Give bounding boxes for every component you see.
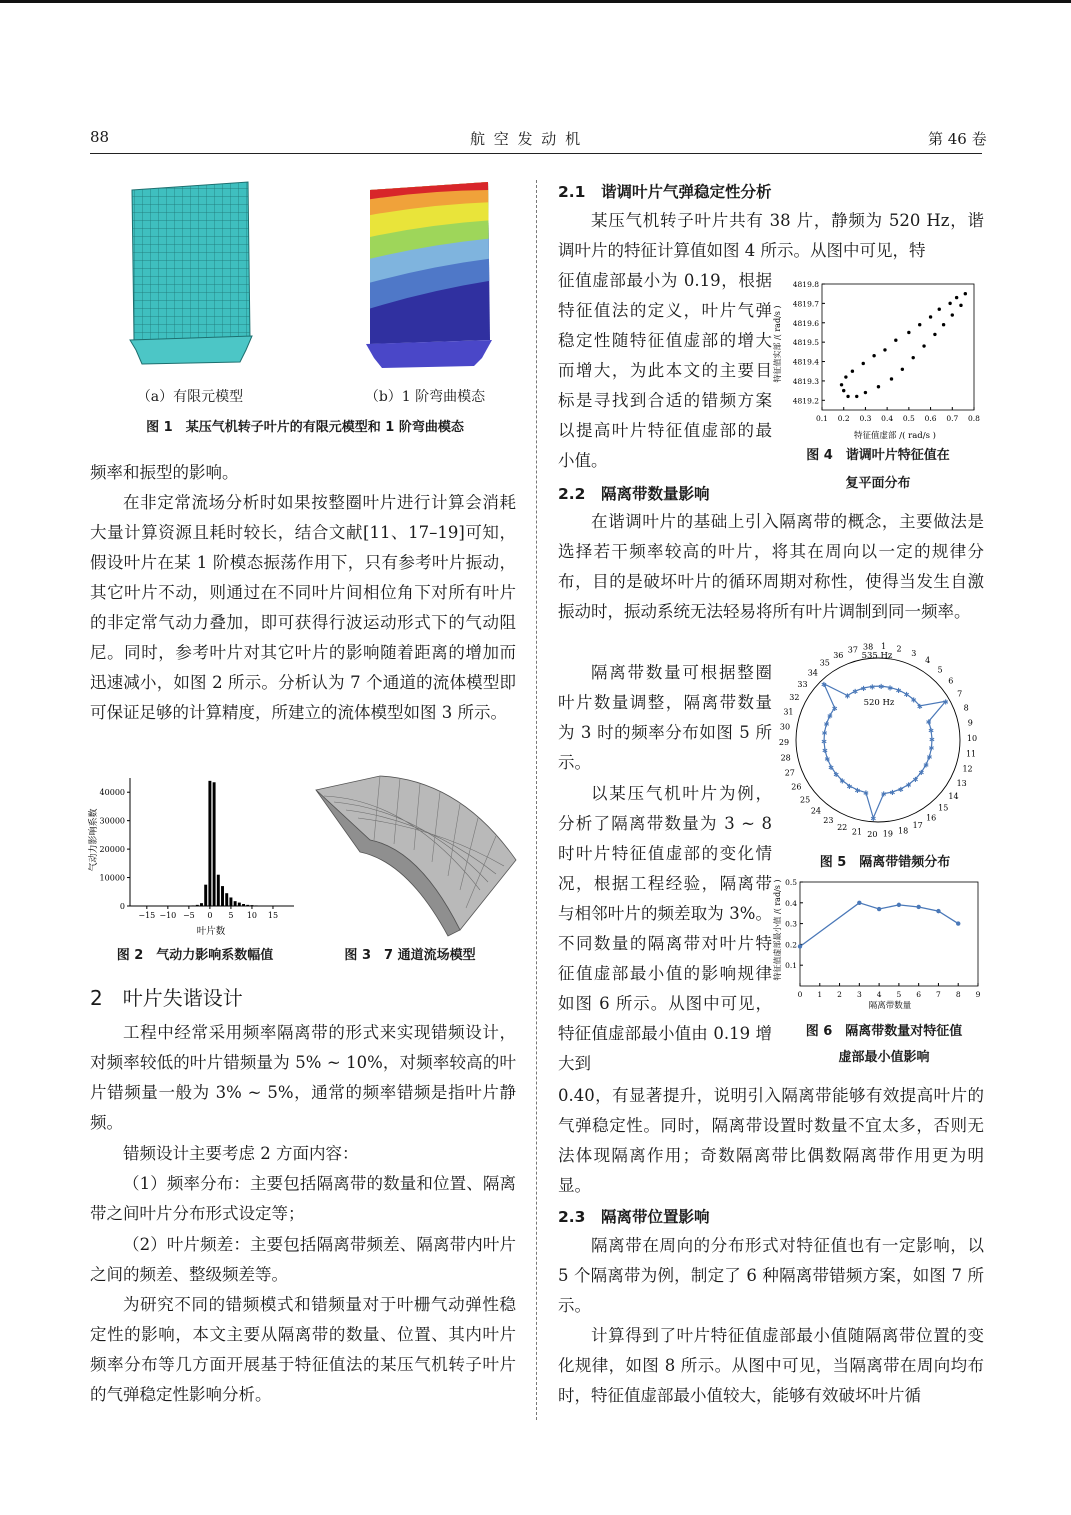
scatter-point xyxy=(890,377,893,380)
fig5-caption: 图 5 隔离带错频分布 xyxy=(819,855,951,870)
blade-label: 22 xyxy=(837,822,848,832)
bar xyxy=(255,905,258,906)
x-tick-label: 10 xyxy=(246,911,258,920)
x-tick-label: 5 xyxy=(228,911,234,920)
scatter-point xyxy=(912,356,915,359)
bar xyxy=(246,905,249,906)
y-tick-label: 0.1 xyxy=(785,961,797,971)
y-tick-label: 0.2 xyxy=(785,940,797,950)
blade-marker: ✱ xyxy=(916,702,923,711)
y-tick-label: 4819.4 xyxy=(792,357,819,367)
y-tick-label: 0 xyxy=(119,902,125,911)
y-tick-label: 10000 xyxy=(99,873,125,883)
bar xyxy=(234,901,237,906)
fig4-caption-line2: 复平面分布 xyxy=(845,476,911,491)
scatter-point xyxy=(922,344,925,347)
bar xyxy=(196,905,199,906)
blade-marker: ✱ xyxy=(910,696,917,705)
blade-marker: ✱ xyxy=(827,712,833,721)
blade-label: 21 xyxy=(851,827,863,837)
x-tick-label: 0.5 xyxy=(902,414,915,423)
x-tick-label: 5 xyxy=(896,990,902,999)
paragraph: 计算得到了叶片特征值虚部最小值随隔离带位置的变化规律，如图 8 所示。从图中可见，当隔离带在周向均布时，特征值虚部最小值较大，能够有效破坏叶片循 xyxy=(558,1326,984,1405)
blade-marker: ✱ xyxy=(887,684,894,693)
bar xyxy=(250,905,253,906)
series-point xyxy=(897,903,901,907)
fig6-xlabel: 隔离带数量 xyxy=(868,1001,912,1011)
blade-label: 9 xyxy=(967,718,973,728)
blade-label: 5 xyxy=(937,665,943,675)
y-tick-label: 30000 xyxy=(99,816,125,826)
blade-label: 34 xyxy=(807,668,818,678)
blade-label: 13 xyxy=(956,778,967,788)
fig3-flow-model-image xyxy=(310,770,520,940)
volume: 第 46 卷 xyxy=(928,130,987,148)
blade-label: 7 xyxy=(957,689,963,699)
blade-label: 27 xyxy=(784,768,795,778)
x-tick-label: 0 xyxy=(797,990,803,999)
blade-label: 28 xyxy=(780,753,791,763)
blade-marker: ✱ xyxy=(854,786,861,795)
fig4-ylabel: 特征值实部 /( rad/s ) xyxy=(773,305,782,383)
paragraph: 隔离带数量可根据整圈叶片数量调整，隔离带数量为 3 时的频率分布如图 5 所示。 xyxy=(558,663,772,772)
blade-label: 32 xyxy=(789,693,800,703)
plot-frame xyxy=(800,882,978,986)
y-tick-label: 40000 xyxy=(99,788,125,798)
fig4-xlabel: 特征值虚部 /( rad/s ) xyxy=(854,431,936,441)
blade-label: 24 xyxy=(810,806,822,816)
scatter-point xyxy=(855,395,858,398)
journal-title: 航 空 发 动 机 xyxy=(470,130,583,148)
blade-label: 26 xyxy=(791,782,802,792)
blade-label: 3 xyxy=(911,649,917,659)
x-tick-label: −10 xyxy=(159,911,177,920)
blade-marker: ✱ xyxy=(820,680,827,689)
subsection-heading: 2.3 隔离带位置影响 xyxy=(558,1208,710,1226)
blade-marker: ✱ xyxy=(878,683,885,692)
subsection-heading: 2.1 谐调叶片气弹稳定性分析 xyxy=(558,183,772,201)
y-tick-label: 0.5 xyxy=(785,878,797,887)
blade-marker: ✱ xyxy=(925,718,932,727)
fig2-chart xyxy=(86,768,306,938)
fig4-chart xyxy=(770,278,982,442)
fig2-caption: 图 2 气动力影响系数幅值 xyxy=(116,948,274,963)
scatter-point xyxy=(894,339,897,342)
blade-label: 36 xyxy=(833,650,844,660)
section-heading: 2 叶片失谐设计 xyxy=(90,986,243,1010)
blade-marker: ✱ xyxy=(895,687,902,696)
x-tick-label: −5 xyxy=(182,911,195,920)
bar xyxy=(192,905,195,906)
blade-marker: ✱ xyxy=(928,726,934,735)
blade-label: 8 xyxy=(963,703,969,713)
blade-marker: ✱ xyxy=(844,692,851,701)
top-rule xyxy=(0,0,1071,3)
blade-marker: ✱ xyxy=(926,753,933,762)
blade-label: 25 xyxy=(800,795,811,805)
blade-label: 1 xyxy=(881,642,887,652)
blade-marker: ✱ xyxy=(833,771,840,780)
series-point xyxy=(916,905,920,909)
fig1-images xyxy=(110,180,510,380)
blade-marker: ✱ xyxy=(928,744,935,753)
blade-marker: ✱ xyxy=(860,684,867,693)
x-tick-label: 2 xyxy=(837,990,842,999)
blade-label: 12 xyxy=(962,764,973,774)
series-point xyxy=(936,909,940,913)
x-tick-label: 0.2 xyxy=(837,414,850,423)
fig4-caption-line1: 图 4 谐调叶片特征值在 xyxy=(806,448,950,463)
fig1-sub-b: （b）1 阶弯曲模态 xyxy=(364,389,486,405)
y-tick-label: 0.4 xyxy=(785,898,797,908)
series-point xyxy=(956,921,960,925)
x-tick-label: 0.3 xyxy=(859,414,872,423)
blade-label: 4 xyxy=(925,656,931,666)
blade-label: 20 xyxy=(867,829,878,839)
blade-label: 6 xyxy=(948,676,954,686)
scatter-point xyxy=(883,348,886,351)
mode-shape-image xyxy=(365,180,495,368)
bar xyxy=(204,885,207,906)
blade-label: 16 xyxy=(926,813,937,823)
blade-marker: ✱ xyxy=(903,691,910,700)
blade-label: 17 xyxy=(912,821,923,831)
blade-marker: ✱ xyxy=(824,755,831,764)
series-point xyxy=(798,944,802,948)
y-tick-label: 4819.7 xyxy=(792,299,819,309)
blade-marker: ✱ xyxy=(880,790,887,799)
blade-marker: ✱ xyxy=(905,781,912,790)
fig1-caption: 图 1 某压气机转子叶片的有限元模型和 1 阶弯曲模态 xyxy=(146,420,464,435)
blade-marker: ✱ xyxy=(918,769,925,778)
x-tick-label: 0.4 xyxy=(881,414,894,423)
fig5-inner-label: 520 Hz xyxy=(863,698,895,708)
y-tick-label: 4819.6 xyxy=(792,318,819,328)
blade-label: 31 xyxy=(783,707,794,717)
blade-label: 11 xyxy=(965,749,977,759)
subsection-heading: 2.2 隔离带数量影响 xyxy=(558,485,710,503)
fig3-caption: 图 3 7 通道流场模型 xyxy=(344,948,476,963)
scatter-point xyxy=(840,383,843,386)
paragraph: （2）叶片频差：主要包括隔离带频差、隔离带内叶片之间的频差、整级频差等。 xyxy=(90,1235,516,1284)
scatter-point xyxy=(901,368,904,371)
x-tick-label: 0.8 xyxy=(968,414,980,423)
blade-label: 37 xyxy=(847,645,858,655)
scatter-point xyxy=(851,370,854,373)
fig6-caption-line1: 图 6 隔离带数量对特征值 xyxy=(805,1024,963,1039)
scatter-point xyxy=(964,292,967,295)
bar xyxy=(213,782,216,906)
x-tick-label: 8 xyxy=(955,990,961,999)
scatter-point xyxy=(907,331,910,334)
blade-marker: ✱ xyxy=(869,683,876,692)
blade-label: 2 xyxy=(896,644,902,654)
paragraph: 频率和振型的影响。 xyxy=(90,463,239,482)
scatter-point xyxy=(948,302,951,305)
fig6-ylabel: 特征值虚部最小值 /( rad/s ) xyxy=(773,879,782,981)
y-tick-label: 0.3 xyxy=(785,919,797,929)
paragraph: 某压气机转子叶片共有 38 片，静频为 520 Hz，谐调叶片的特征计算值如图 4 所示。从图中可见，特 xyxy=(558,211,984,260)
scatter-point xyxy=(877,385,880,388)
scatter-point xyxy=(938,308,941,311)
series-point xyxy=(877,907,881,911)
scatter-point xyxy=(933,333,936,336)
x-tick-label: 7 xyxy=(936,990,941,999)
x-tick-label: 4 xyxy=(876,990,882,999)
paragraph: 0.40，有显著提升，说明引入隔离带能够有效提高叶片的气弹稳定性。同时，隔离带设置时数量不宜太多，否则无法体现隔离作用；奇数隔离带比偶数隔离带作用更为明显。 xyxy=(558,1086,984,1195)
blade-label: 30 xyxy=(779,722,791,732)
scatter-point xyxy=(918,323,921,326)
paragraph: 以某压气机叶片为例，分析了隔离带数量为 3 ~ 8 时叶片特征值虚部的变化情况，根据工程经验，隔离带与相邻叶片的频差取为 3%。不同数量的隔离带对叶片特征值虚部最小值的影响规律如图 6 所示。从图中可见，特征值虚部最小值由 0.19 增大到 xyxy=(558,784,772,1073)
x-tick-label: 0 xyxy=(207,911,213,920)
series-point xyxy=(857,901,861,905)
scatter-point xyxy=(872,354,875,357)
blade-label: 18 xyxy=(898,826,909,836)
paragraph: 在谐调叶片的基础上引入隔离带的概念，主要做法是选择若干频率较高的叶片，将其在周向以一定的规律分布，目的是破坏叶片的循环周期对称性，使得当发生自激振动时，振动系统无法轻易将所有叶片调制到同一频率。 xyxy=(558,512,984,621)
scatter-point xyxy=(862,362,865,365)
fig1-sub-a: （a）有限元模型 xyxy=(136,389,244,405)
blade-marker: ✱ xyxy=(823,720,830,729)
blade-label: 19 xyxy=(882,829,893,839)
blade-marker: ✱ xyxy=(839,777,846,786)
blade-label: 14 xyxy=(948,792,959,802)
scatter-point xyxy=(846,395,849,398)
paragraph: 错频设计主要考虑 2 方面内容： xyxy=(123,1144,359,1163)
fig2-ylabel: 气动力影响系数 xyxy=(89,808,99,872)
blade-label: 15 xyxy=(938,803,949,813)
bar xyxy=(238,903,241,906)
blade-marker: ✱ xyxy=(870,814,877,823)
blade-label: 38 xyxy=(863,642,874,652)
header-rule xyxy=(90,153,982,154)
x-tick-label: 0.6 xyxy=(924,414,937,423)
blade-marker: ✱ xyxy=(821,729,828,738)
page-number: 88 xyxy=(90,128,110,146)
paragraph: 隔离带在周向的分布形式对特征值也有一定影响，以 5 个隔离带为例，制定了 6 种隔离带错频方案，如图 7 所示。 xyxy=(558,1236,984,1315)
x-tick-label: 0.1 xyxy=(816,414,828,423)
blade-marker: ✱ xyxy=(862,789,869,798)
bar xyxy=(208,781,211,906)
blade-marker: ✱ xyxy=(831,704,838,713)
bar xyxy=(200,903,203,906)
y-tick-label: 4819.3 xyxy=(792,376,819,386)
blade-marker: ✱ xyxy=(889,789,896,798)
x-tick-label: 6 xyxy=(916,990,922,999)
paragraph: 为研究不同的错频模式和错频量对于叶栅气动弹性稳定性的影响，本文主要从隔离带的数量、位置、其内叶片频率分布等几方面开展基于特征值法的某压气机转子叶片的气弹稳定性影响分析。 xyxy=(90,1295,516,1404)
fig6-chart xyxy=(772,874,984,1014)
scatter-point xyxy=(844,375,847,378)
blade-label: 10 xyxy=(966,733,978,743)
x-tick-label: 0.7 xyxy=(946,414,959,423)
blade-marker: ✱ xyxy=(822,747,828,756)
fig5-outer-label: 535 Hz xyxy=(861,651,893,661)
fig2-xlabel: 叶片数 xyxy=(196,926,226,937)
x-tick-label: 1 xyxy=(817,990,823,999)
bar xyxy=(225,893,228,906)
bar xyxy=(242,904,245,906)
blade-label: 23 xyxy=(823,815,834,825)
blade-label: 33 xyxy=(797,679,808,689)
y-tick-label: 4819.8 xyxy=(792,280,819,289)
bar xyxy=(217,875,220,906)
x-tick-label: 15 xyxy=(267,911,279,920)
paragraph: 征值虚部最小为 0.19，根据特征值法的定义，叶片气弹稳定性随特征值虚部的增大而增大，为此本文的主要目标是寻找到合适的错频方案以提高叶片特征值虚部的最小值。 xyxy=(558,271,772,470)
scatter-point xyxy=(942,323,945,326)
paragraph: 在非定常流场分析时如果按整圈叶片进行计算会消耗大量计算资源且耗时较长，结合文献[11、17–19]可知，假设叶片在某 1 阶模态振荡作用下，只有参考叶片振动，其它叶片不动，则通过在不同叶片间相位角下对所有叶片的非定常气动力叠加，即可获得行波运动形式下的气动阻尼。同时，参考叶片对其它叶片的影响随着距离的增加而迅速减小，如图 2 所示。分析认为 7 个通道的流体模型即可保证足够的计算精度，所建立的流体模型如图 3 所示。 xyxy=(90,493,516,722)
blade-label: 35 xyxy=(819,658,830,668)
blade-marker: ✱ xyxy=(821,738,827,747)
blade-marker: ✱ xyxy=(929,735,935,744)
fem-blade-image xyxy=(130,182,252,364)
column-separator xyxy=(536,180,537,1420)
blade-marker: ✱ xyxy=(852,688,859,697)
blade-marker: ✱ xyxy=(923,761,929,770)
blade-label: 29 xyxy=(778,738,790,748)
blade-marker: ✱ xyxy=(828,763,835,772)
bar xyxy=(221,886,224,906)
y-tick-label: 4819.2 xyxy=(792,396,819,406)
scatter-point xyxy=(929,315,932,318)
fig6-caption-line2: 虚部最小值影响 xyxy=(838,1050,930,1065)
scatter-point xyxy=(842,389,845,392)
x-tick-label: −15 xyxy=(138,911,156,920)
scatter-point xyxy=(864,391,867,394)
blade-marker: ✱ xyxy=(942,698,949,707)
x-tick-label: 3 xyxy=(856,990,862,999)
x-tick-label: 9 xyxy=(975,990,981,999)
scatter-point xyxy=(955,296,958,299)
paragraph: 工程中经常采用频率隔离带的形式来实现错频设计，对频率较低的叶片错频量为 5% ~ 10%，对频率较高的叶片错频量一般为 3% ~ 5%，通常的频率错频是指叶片静频。 xyxy=(90,1023,516,1132)
scatter-point xyxy=(959,304,962,307)
y-tick-label: 4819.5 xyxy=(792,338,819,348)
y-tick-label: 20000 xyxy=(99,845,125,855)
blade-marker: ✱ xyxy=(846,782,853,791)
blade-marker: ✱ xyxy=(912,775,919,784)
bar xyxy=(229,897,232,906)
fig5-chart xyxy=(772,628,984,842)
paragraph: （1）频率分布：主要包括隔离带的数量和位置、隔离带之间叶片分布形式设定等； xyxy=(90,1174,516,1223)
blade-marker: ✱ xyxy=(897,785,904,794)
scatter-point xyxy=(951,313,954,316)
